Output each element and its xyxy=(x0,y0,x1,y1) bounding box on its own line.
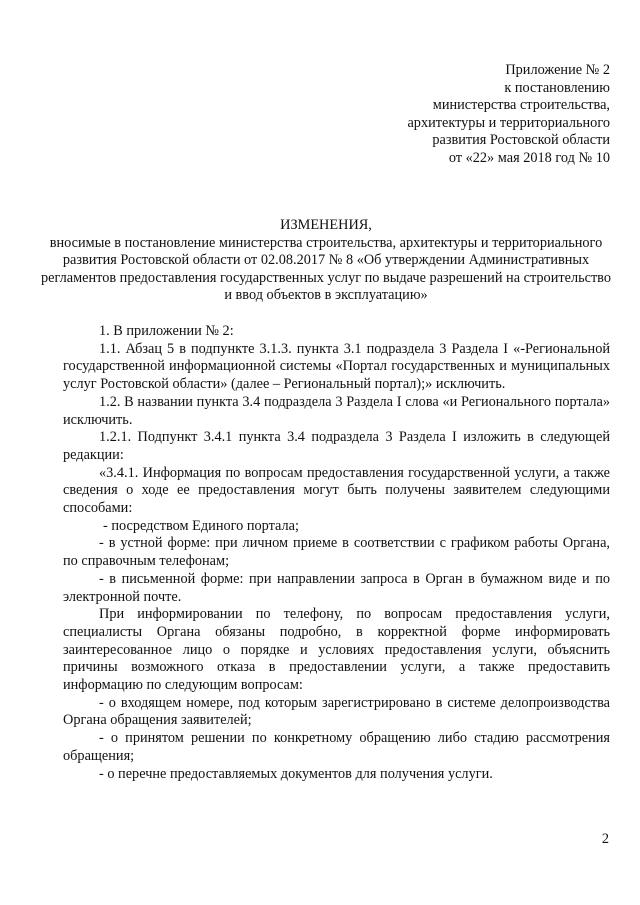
appendix-line: от «22» мая 2018 год № 10 xyxy=(448,149,610,166)
list-item: - посредством Единого портала; xyxy=(103,517,299,534)
page-number: 2 xyxy=(601,831,609,847)
appendix-line: к постановлению xyxy=(504,79,610,96)
list-item: - о перечне предоставляемых документов для получения услуги. xyxy=(99,765,493,782)
paragraph: 1.2.1. Подпункт 3.4.1 пункта 3.4 подраздела 3 Раздела I изложить в следующей редакции: xyxy=(63,429,610,463)
title-heading: ИЗМЕНЕНИЯ, xyxy=(280,217,372,233)
document-title xyxy=(40,217,612,305)
appendix-line: архитектуры и территориального xyxy=(407,114,610,131)
appendix-header xyxy=(310,62,610,168)
paragraph: «3.4.1. Информация по вопросам предоставления государственной услуги, а также сведения о ходе ее предоставления могут быть получены заявителем следующими способами: xyxy=(63,464,610,517)
paragraph: 1.1. Абзац 5 в подпункте 3.1.3. пункта 3.1 подраздела 3 Раздела I «-Региональной государственной информационной системы «Портал государственных и муниципальных услуг Ростовской области» (далее – Региональный портал);» исключить. xyxy=(63,340,610,393)
appendix-line: министерства строительства, xyxy=(432,97,610,114)
title-subtitle: вносимые в постановление министерства строительства, архитектуры и территориального развития Ростовской области от 02.08.2017 № 8 «Об утверждении Административных регламентов предоставления государственных услуг по выдаче разрешений на строительство и ввод объектов в эксплуатацию» xyxy=(40,234,611,304)
paragraph: 1.2. В названии пункта 3.4 подраздела 3 Раздела I слова «и Регионального портала» исключить. xyxy=(63,393,610,428)
paragraph: 1. В приложении № 2: xyxy=(99,323,234,339)
list-item: - о принятом решении по конкретному обращению либо стадию рассмотрения обращения; xyxy=(63,730,610,764)
list-item: - в устной форме: при личном приеме в соответствии с графиком работы Органа, по справочным телефонам; xyxy=(63,535,610,570)
list-item: - в письменной форме: при направлении запроса в Орган в бумажном виде и по электронной почте. xyxy=(63,570,610,605)
paragraph: При информировании по телефону, по вопросам предоставления услуги, специалисты Органа обязаны подробно, в корректной форме информировать заинтересованное лицо о порядке и условиях предоставления услуги, объяснить причины возможного отказа в предоставлении услуги, а также предоставить информацию по следующим вопросам: xyxy=(63,606,610,694)
document-body xyxy=(63,323,610,783)
appendix-line: Приложение № 2 xyxy=(505,62,610,78)
list-item: - о входящем номере, под которым зарегистрировано в системе делопроизводства Органа обращения заявителей; xyxy=(63,694,610,729)
appendix-line: развития Ростовской области xyxy=(432,132,610,149)
